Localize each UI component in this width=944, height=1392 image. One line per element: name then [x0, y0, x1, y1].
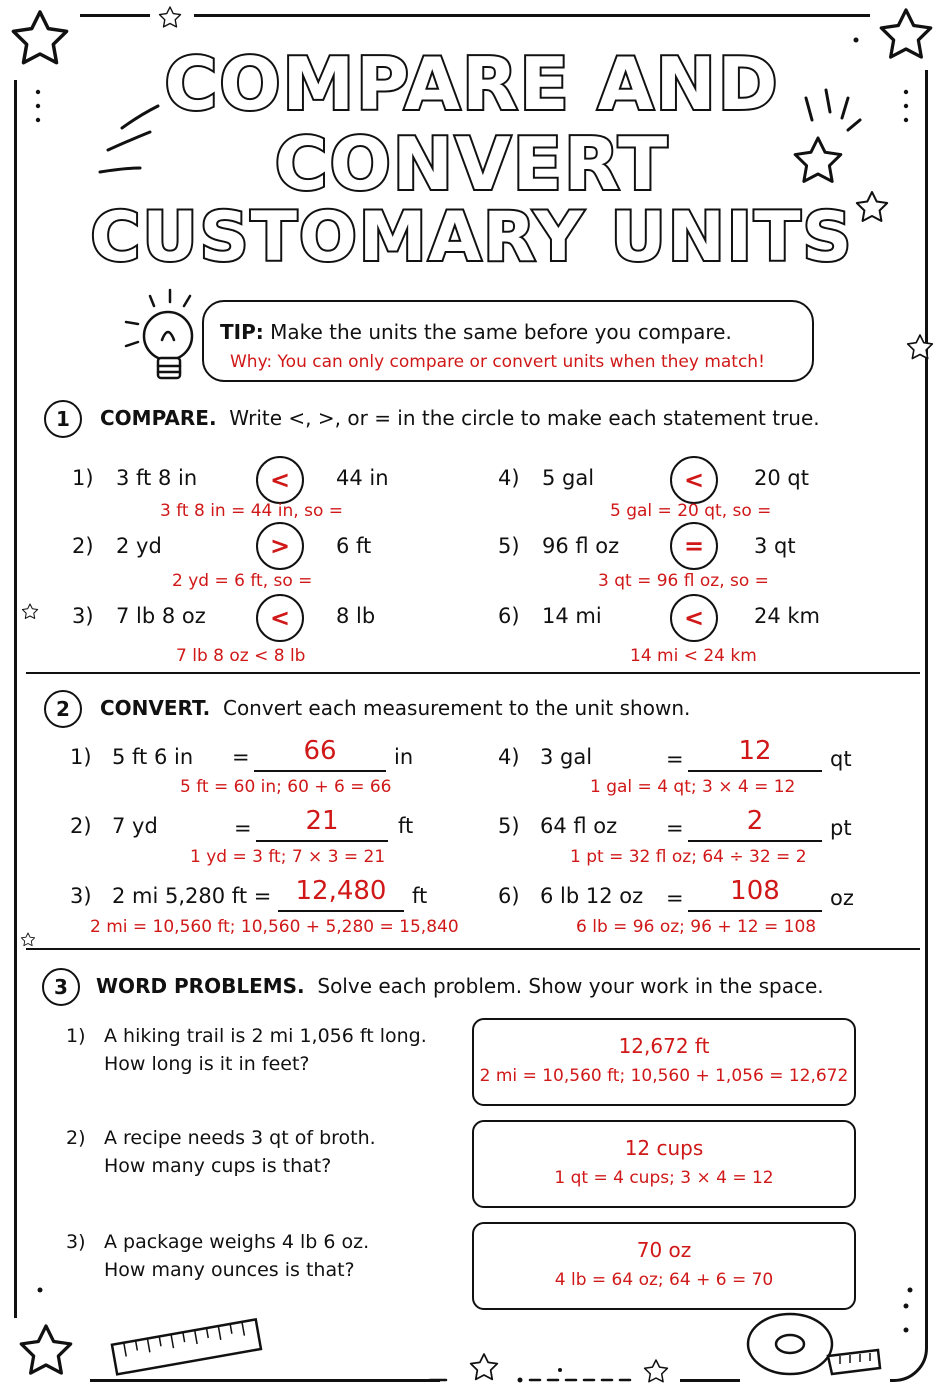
compare-4-number: 4) [498, 466, 520, 490]
compare-4-right: 20 qt [754, 466, 809, 490]
word-problem-1-work: 2 mi = 10,560 ft; 10,560 + 1,056 = 12,672 [479, 1066, 849, 1086]
word-problem-2-number: 2) [66, 1127, 86, 1149]
convert-6-number: 6) [498, 884, 520, 908]
convert-3-hint: 2 mi = 10,560 ft; 10,560 + 5,280 = 15,840 [90, 917, 459, 937]
convert-3-given: 2 mi 5,280 ft = [112, 884, 272, 908]
convert-2-equals: = [234, 816, 252, 840]
word-problem-2-answer: 12 cups [624, 1136, 704, 1160]
section-1-instruction: Write <, >, or = in the circle to make each statement true. [229, 406, 820, 430]
compare-6-hint: 14 mi < 24 km [630, 646, 757, 666]
ruler-icon [112, 1319, 261, 1374]
convert-4-answer[interactable]: 12 [688, 736, 822, 772]
compare-6-left: 14 mi [542, 604, 602, 628]
section-2-instruction: Convert each measurement to the unit shown. [222, 696, 691, 720]
compare-4-hint: 5 gal = 20 qt, so = [610, 501, 772, 521]
tip-text [220, 320, 732, 344]
word-problem-2-line-1: A recipe needs 3 qt of broth. [104, 1127, 376, 1149]
compare-3-left: 7 lb 8 oz [116, 604, 206, 628]
compare-5-left: 96 fl oz [542, 534, 620, 558]
convert-1-answer[interactable]: 66 [254, 736, 386, 772]
convert-1-equals: = [232, 745, 250, 769]
convert-5-unit: pt [830, 816, 852, 840]
compare-2-circle[interactable]: > [256, 522, 304, 570]
convert-6-hint: 6 lb = 96 oz; 96 + 12 = 108 [576, 917, 817, 937]
convert-4-number: 4) [498, 745, 520, 769]
lightbulb-icon [126, 290, 192, 378]
convert-3-number: 3) [70, 884, 92, 908]
convert-5-given: 64 fl oz [540, 814, 618, 838]
convert-3-answer[interactable]: 12,480 [278, 876, 404, 912]
page-title-line-3: CUSTOMARY UNITS [90, 198, 854, 277]
compare-4-left: 5 gal [542, 466, 595, 490]
convert-4-equals: = [666, 747, 684, 771]
convert-1-given: 5 ft 6 in [112, 745, 194, 769]
convert-5-answer[interactable]: 2 [688, 806, 822, 842]
compare-5-hint: 3 qt = 96 fl oz, so = [598, 571, 769, 591]
word-problem-1-answer-box[interactable] [472, 1018, 856, 1106]
convert-2-number: 2) [70, 814, 92, 838]
tip-body: Make the units the same before you compare. [270, 320, 732, 344]
section-2-title: CONVERT. [100, 696, 211, 720]
convert-4-hint: 1 gal = 4 qt; 3 × 4 = 12 [590, 777, 796, 797]
convert-4-given: 3 gal [540, 745, 593, 769]
convert-2-unit: ft [398, 814, 414, 838]
page-title-line-1: COMPARE AND [164, 42, 780, 126]
word-problem-2-work: 1 qt = 4 cups; 3 × 4 = 12 [554, 1168, 774, 1188]
compare-3-right: 8 lb [336, 604, 376, 628]
word-problem-1-answer: 12,672 ft [618, 1034, 710, 1058]
section-3-number: 3 [42, 968, 80, 1006]
compare-5-right: 3 qt [754, 534, 796, 558]
compare-5-circle[interactable]: = [670, 522, 718, 570]
compare-3-hint: 7 lb 8 oz < 8 lb [176, 646, 306, 666]
convert-5-hint: 1 pt = 32 fl oz; 64 ÷ 32 = 2 [570, 847, 807, 867]
compare-6-number: 6) [498, 604, 520, 628]
compare-6-right: 24 km [754, 604, 821, 628]
section-divider-1 [26, 672, 920, 674]
section-2-heading [100, 696, 690, 720]
word-problem-1-line-1: A hiking trail is 2 mi 1,056 ft long. [104, 1025, 427, 1047]
section-1-heading [100, 406, 820, 430]
convert-6-given: 6 lb 12 oz [540, 884, 644, 908]
convert-2-answer[interactable]: 21 [256, 806, 388, 842]
convert-2-hint: 1 yd = 3 ft; 7 × 3 = 21 [190, 847, 386, 867]
section-divider-2 [26, 948, 920, 950]
section-3-title: WORD PROBLEMS. [96, 974, 305, 998]
convert-4-unit: qt [830, 747, 852, 771]
section-3-instruction: Solve each problem. Show your work in the space. [317, 974, 824, 998]
convert-5-equals: = [666, 816, 684, 840]
word-problem-3-line-2: How many ounces is that? [104, 1259, 355, 1281]
compare-6-circle[interactable]: < [670, 594, 718, 642]
word-problem-1-number: 1) [66, 1025, 86, 1047]
convert-1-number: 1) [70, 745, 92, 769]
convert-1-unit: in [394, 745, 414, 769]
convert-3-unit: ft [412, 884, 428, 908]
compare-2-hint: 2 yd = 6 ft, so = [172, 571, 313, 591]
section-2-number: 2 [44, 690, 82, 728]
convert-1-hint: 5 ft = 60 in; 60 + 6 = 66 [180, 777, 392, 797]
word-problem-3-work: 4 lb = 64 oz; 64 + 6 = 70 [554, 1270, 774, 1290]
word-problem-3-number: 3) [66, 1231, 86, 1253]
tip-label: TIP: [220, 320, 264, 344]
convert-6-equals: = [666, 886, 684, 910]
compare-2-number: 2) [72, 534, 94, 558]
compare-3-number: 3) [72, 604, 94, 628]
section-1-number: 1 [44, 400, 82, 438]
section-1-title: COMPARE. [100, 406, 217, 430]
compare-3-circle[interactable]: < [256, 594, 304, 642]
compare-4-circle[interactable]: < [670, 456, 718, 504]
word-problem-3-answer-box[interactable] [472, 1222, 856, 1310]
compare-1-left: 3 ft 8 in [116, 466, 198, 490]
compare-5-number: 5) [498, 534, 520, 558]
compare-1-circle[interactable]: < [256, 456, 304, 504]
compare-1-number: 1) [72, 466, 94, 490]
compare-1-hint: 3 ft 8 in = 44 in, so = [160, 501, 343, 521]
convert-6-answer[interactable]: 108 [688, 876, 822, 912]
word-problem-1-line-2: How long is it in feet? [104, 1053, 310, 1075]
word-problem-3-line-1: A package weighs 4 lb 6 oz. [104, 1231, 370, 1253]
compare-2-left: 2 yd [116, 534, 162, 558]
word-problem-2-answer-box[interactable] [472, 1120, 856, 1208]
word-problem-3-answer: 70 oz [636, 1238, 692, 1262]
convert-5-number: 5) [498, 814, 520, 838]
convert-6-unit: oz [830, 886, 854, 910]
section-3-heading [96, 974, 824, 998]
compare-2-right: 6 ft [336, 534, 372, 558]
compare-1-right: 44 in [336, 466, 389, 490]
convert-2-given: 7 yd [112, 814, 158, 838]
tip-why: Why: You can only compare or convert units when they match! [230, 352, 765, 372]
page-title-line-2: CONVERT [274, 122, 670, 206]
word-problem-2-line-2: How many cups is that? [104, 1155, 332, 1177]
